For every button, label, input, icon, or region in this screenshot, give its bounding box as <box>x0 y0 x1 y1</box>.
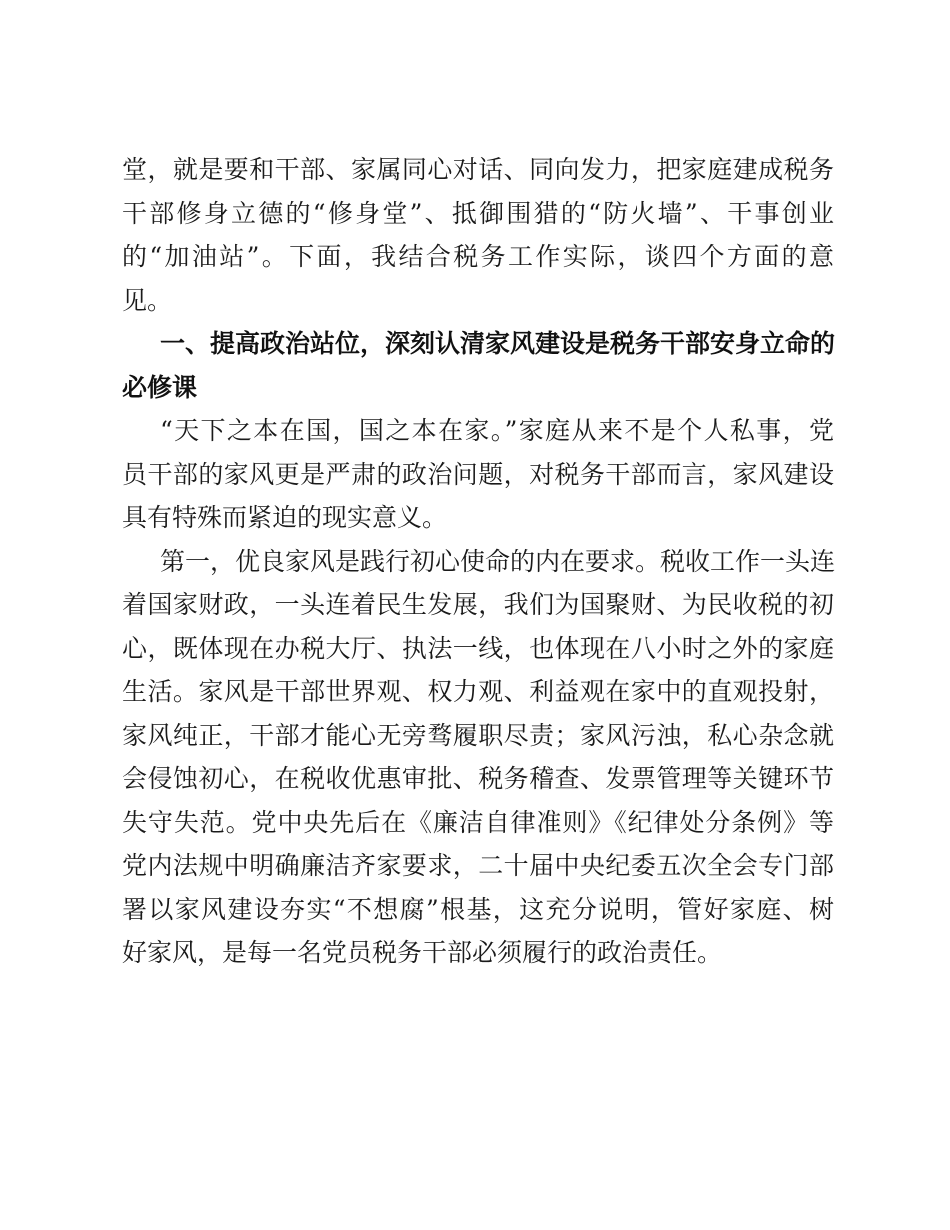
text-line: 干部修身立德的“修身堂”、抵御围猎的“防火墙”、干事创业 <box>122 198 834 228</box>
paragraph-first <box>122 540 834 975</box>
text-line: 堂，就是要和干部、家属同心对话、同向发力，把家庭建成税务 <box>122 155 834 184</box>
text-line: 党内法规中明确廉洁齐家要求，二十届中央纪委五次全会专门部 <box>122 851 834 880</box>
heading-line: 必修课 <box>122 372 198 402</box>
text-line: 生活。家风是干部世界观、权力观、利益观在家中的直观投射， <box>122 677 834 706</box>
paragraph-quote <box>122 409 834 540</box>
text-line: 心，既体现在办税大厅、执法一线，也体现在八小时之外的家庭 <box>122 633 834 663</box>
text-line: 好家风，是每一名党员税务干部必须履行的政治责任。 <box>122 938 723 967</box>
text-line: 署以家风建设夯实“不想腐”根基，这充分说明，管好家庭、树 <box>122 894 834 924</box>
text-line: 着国家财政，一头连着民生发展，我们为国聚财、为民收税的初 <box>122 590 834 619</box>
text-line: 具有特殊而紧迫的现实意义。 <box>122 503 448 532</box>
text-line: 第一，优良家风是践行初心使命的内在要求。税收工作一头连 <box>160 546 836 576</box>
text-line: 家风纯正，干部才能心无旁骛履职尽责；家风污浊，私心杂念就 <box>122 720 834 750</box>
document-body <box>122 148 834 975</box>
section-heading <box>122 322 834 409</box>
text-line: “天下之本在国，国之本在家。”家庭从来不是个人私事，党 <box>160 416 834 445</box>
text-line: 的“加油站”。下面，我结合税务工作实际，谈四个方面的意 <box>122 242 834 271</box>
heading-line: 一、提高政治站位，深刻认清家风建设是税务干部安身立命的 <box>160 329 836 358</box>
text-line: 会侵蚀初心，在税收优惠审批、税务稽查、发票管理等关键环节 <box>122 764 834 793</box>
text-line: 失守失范。党中央先后在《廉洁自律准则》《纪律处分条例》等 <box>122 807 834 837</box>
text-line: 员干部的家风更是严肃的政治问题，对税务干部而言，家风建设 <box>122 459 834 489</box>
paragraph-intro <box>122 148 834 322</box>
text-line: 见。 <box>122 285 173 315</box>
